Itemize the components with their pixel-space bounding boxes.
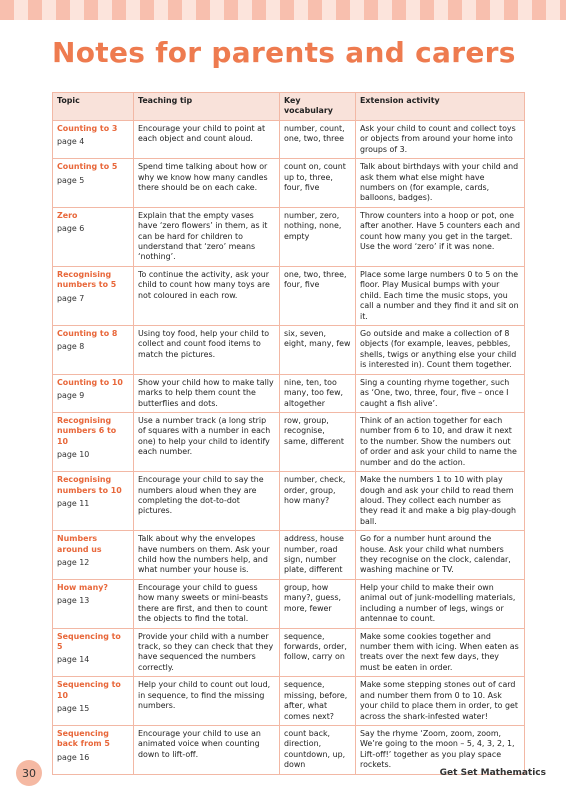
topic-cell: [53, 207, 134, 266]
topic-page: page 5: [57, 175, 85, 185]
topic-cell: [53, 374, 134, 412]
key-vocabulary-cell: count on, count up to, three, four, five: [280, 159, 356, 208]
table-row: [53, 120, 525, 158]
table-row: [53, 374, 525, 412]
topic-page: page 8: [57, 342, 85, 352]
table-header-row: [53, 93, 525, 121]
topic-cell: [53, 159, 134, 208]
topic-cell: [53, 531, 134, 580]
teaching-tip-cell: Encourage your child to guess how many sweets or mini-beasts there are first, and then to count the objects to find the total.: [134, 579, 280, 628]
header-key-vocabulary: Key vocabulary: [280, 93, 356, 121]
topic-page: page 14: [57, 655, 90, 665]
notes-table: [52, 92, 525, 775]
table-row: [53, 159, 525, 208]
page-number-badge: 30: [16, 760, 42, 786]
topic-cell: [53, 677, 134, 726]
topic-cell: [53, 472, 134, 531]
header-topic: Topic: [53, 93, 134, 121]
key-vocabulary-cell: group, how many?, guess, more, fewer: [280, 579, 356, 628]
extension-activity-cell: Say the rhyme ‘Zoom, zoom, zoom, We’re going to the moon – 5, 4, 3, 2, 1, Lift-off!’ together as you play space rockets.: [356, 725, 525, 774]
topic-page: page 4: [57, 137, 85, 147]
table-row: [53, 266, 525, 325]
key-vocabulary-cell: address, house number, road sign, number plate, different: [280, 531, 356, 580]
extension-activity-cell: Place some large numbers 0 to 5 on the floor. Play Musical bumps with your child. Each time the music stops, you call a number and they find it and sit on it.: [356, 266, 525, 325]
table-row: [53, 579, 525, 628]
topic-page: page 6: [57, 224, 85, 234]
topic-name: Recognising numbers to 5: [57, 269, 117, 290]
teaching-tip-cell: Help your child to count out loud, in sequence, to find the missing numbers.: [134, 677, 280, 726]
key-vocabulary-cell: nine, ten, too many, too few, altogether: [280, 374, 356, 412]
key-vocabulary-cell: number, count, one, two, three: [280, 120, 356, 158]
topic-cell: [53, 579, 134, 628]
teaching-tip-cell: Show your child how to make tally marks to help them count the butterflies and dots.: [134, 374, 280, 412]
key-vocabulary-cell: one, two, three, four, five: [280, 266, 356, 325]
teaching-tip-cell: Spend time talking about how or why we know how many candles there should be on each cake.: [134, 159, 280, 208]
table-row: [53, 531, 525, 580]
topic-page: page 13: [57, 596, 90, 606]
table-row: [53, 472, 525, 531]
topic-cell: [53, 628, 134, 677]
extension-activity-cell: Make some cookies together and number them with icing. When eaten as treats over the next few days, they must be eaten in order.: [356, 628, 525, 677]
topic-name: How many?: [57, 582, 108, 592]
extension-activity-cell: Make the numbers 1 to 10 with play dough and ask your child to read them aloud. They collect each number as they read it and make a big play-dough ball.: [356, 472, 525, 531]
topic-name: Counting to 8: [57, 329, 118, 339]
topic-page: page 16: [57, 752, 90, 762]
series-name: Get Set Mathematics: [439, 768, 546, 778]
teaching-tip-cell: Use a number track (a long strip of squares with a number in each one) to help your child to identify each number.: [134, 412, 280, 471]
topic-name: Counting to 5: [57, 162, 118, 172]
teaching-tip-cell: Encourage your child to point at each object and count aloud.: [134, 120, 280, 158]
topic-name: Sequencing to 10: [57, 680, 121, 700]
topic-page: page 12: [57, 558, 90, 568]
extension-activity-cell: Throw counters into a hoop or pot, one after another. Have 5 counters each and count how many you get in the target. Use the word ‘zero’ if it was none.: [356, 207, 525, 266]
table-row: [53, 326, 525, 375]
teaching-tip-cell: Provide your child with a number track, so they can check that they have sequenced the numbers correctly.: [134, 628, 280, 677]
teaching-tip-cell: Explain that the empty vases have ‘zero flowers’ in them, as it can be hard for children to understand that ‘zero’ means ‘nothing’.: [134, 207, 280, 266]
topic-page: page 15: [57, 704, 90, 714]
extension-activity-cell: Think of an action together for each number from 6 to 10, and draw it next to the number. Show the numbers out of order and ask your child to name the number and do the action.: [356, 412, 525, 471]
key-vocabulary-cell: row, group, recognise, same, different: [280, 412, 356, 471]
extension-activity-cell: Help your child to make their own animal out of junk-modelling materials, including a number of legs, wings or antennae to count.: [356, 579, 525, 628]
topic-cell: [53, 326, 134, 375]
topic-name: Numbers around us: [57, 534, 102, 554]
teaching-tip-cell: Using toy food, help your child to collect and count food items to match the pictures.: [134, 326, 280, 375]
topic-page: page 7: [57, 293, 85, 303]
header-extension-activity: Extension activity: [356, 93, 525, 121]
extension-activity-cell: Ask your child to count and collect toys or objects from around your home into groups of 3.: [356, 120, 525, 158]
table-row: [53, 677, 525, 726]
topic-name: Counting to 3: [57, 123, 118, 133]
topic-name: Sequencing to 5: [57, 631, 121, 651]
topic-cell: [53, 412, 134, 471]
teaching-tip-cell: Talk about why the envelopes have numbers on them. Ask your child how the numbers help, and what number your house is.: [134, 531, 280, 580]
key-vocabulary-cell: count back, direction, countdown, up, down: [280, 725, 356, 774]
topic-page: page 11: [57, 498, 90, 508]
header-teaching-tip: Teaching tip: [134, 93, 280, 121]
topic-cell: [53, 120, 134, 158]
topic-name: Zero: [57, 210, 78, 220]
key-vocabulary-cell: number, zero, nothing, none, empty: [280, 207, 356, 266]
table-row: [53, 725, 525, 774]
key-vocabulary-cell: sequence, forwards, order, follow, carry on: [280, 628, 356, 677]
teaching-tip-cell: To continue the activity, ask your child to count how many toys are not coloured in each row.: [134, 266, 280, 325]
topic-cell: [53, 725, 134, 774]
teaching-tip-cell: Encourage your child to use an animated voice when counting down to lift-off.: [134, 725, 280, 774]
key-vocabulary-cell: six, seven, eight, many, few: [280, 326, 356, 375]
top-decorative-stripes: [0, 0, 566, 20]
topic-name: Recognising numbers to 10: [57, 475, 122, 495]
extension-activity-cell: Go for a number hunt around the house. Ask your child what numbers they recognise on the clock, calendar, washing machine or TV.: [356, 531, 525, 580]
extension-activity-cell: Make some stepping stones out of card and number them from 0 to 10. Ask your child to place them in order, to get across the shark-infested water!: [356, 677, 525, 726]
topic-cell: [53, 266, 134, 325]
key-vocabulary-cell: sequence, missing, before, after, what comes next?: [280, 677, 356, 726]
table-row: [53, 628, 525, 677]
extension-activity-cell: Go outside and make a collection of 8 objects (for example, leaves, pebbles, shells, twigs or anything else your child is interested in). Count them together.: [356, 326, 525, 375]
topic-page: page 10: [57, 450, 90, 460]
extension-activity-cell: Sing a counting rhyme together, such as ‘One, two, three, four, five – once I caught a fish alive’.: [356, 374, 525, 412]
table-row: [53, 412, 525, 471]
topic-name: Sequencing back from 5: [57, 728, 110, 749]
page-title: Notes for parents and carers: [52, 36, 516, 69]
topic-page: page 9: [57, 391, 85, 401]
topic-name: Counting to 10: [57, 377, 123, 387]
table-row: [53, 207, 525, 266]
teaching-tip-cell: Encourage your child to say the numbers aloud when they are completing the dot-to-dot pictures.: [134, 472, 280, 531]
key-vocabulary-cell: number, check, order, group, how many?: [280, 472, 356, 531]
extension-activity-cell: Talk about birthdays with your child and ask them what else might have numbers on (for example, cards, balloons, badges).: [356, 159, 525, 208]
topic-name: Recognising numbers 6 to 10: [57, 415, 117, 446]
